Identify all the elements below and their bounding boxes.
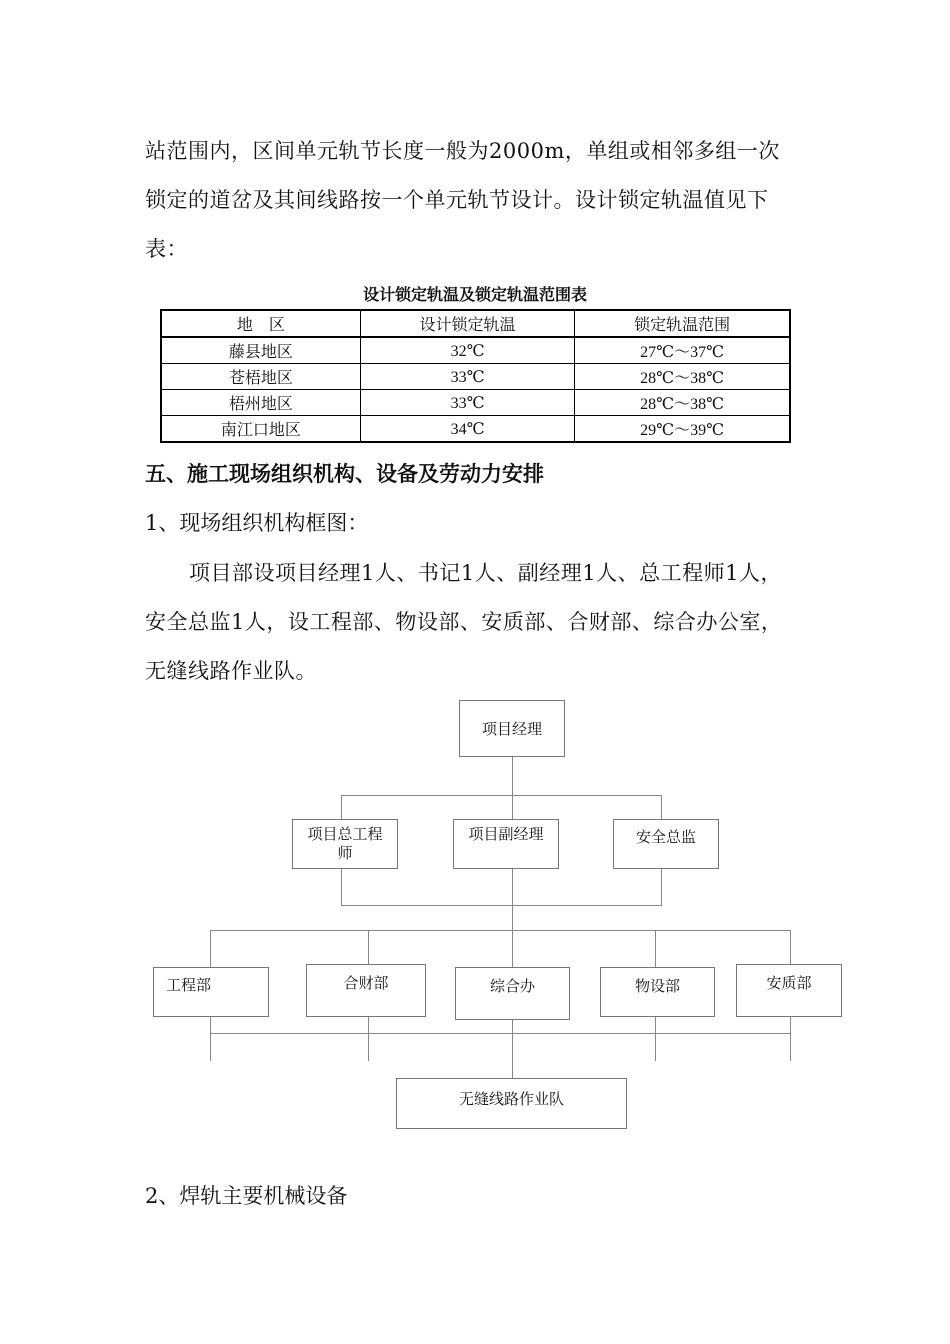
paragraph-line: 表： (145, 237, 188, 261)
column-header: 设计锁定轨温 (360, 310, 574, 337)
org-box-label: 项目总工程师 (307, 825, 383, 862)
org-box-label: 合财部 (343, 974, 389, 992)
connector-line (341, 795, 342, 819)
org-box-label: 综合办 (489, 977, 535, 995)
org-box-label: 安质部 (766, 974, 812, 992)
paragraph-line: 项目部设项目经理1人、书记1人、副经理1人、总工程师1人， (189, 561, 782, 585)
paragraph-line: 锁定的道岔及其间线路按一个单元轨节设计。设计锁定轨温值见下 (145, 188, 769, 212)
paragraph-line: 安全总监1人，设工程部、物设部、安质部、合财部、综合办公室， (145, 610, 783, 634)
connector-line (341, 795, 661, 796)
org-box-label: 工程部 (166, 976, 212, 994)
table-caption: 设计锁定轨温及锁定轨温范围表 (362, 285, 587, 304)
connector-line (512, 930, 513, 967)
connector-line (210, 1017, 211, 1061)
table-cell: 南江口地区 (161, 416, 360, 443)
org-box-materials-dept (600, 967, 715, 1017)
table-cell: 28℃～38℃ (575, 364, 790, 390)
paragraph-line: 无缝线路作业队。 (145, 659, 317, 683)
subsection-heading: 2、焊轨主要机械设备 (145, 1184, 348, 1208)
column-header: 锁定轨温范围 (575, 310, 790, 337)
section-heading: 五、施工现场组织机构、设备及劳动力安排 (145, 462, 544, 486)
connector-line (655, 930, 656, 967)
org-box-safety-director (613, 819, 719, 869)
org-box-project-manager (459, 700, 565, 757)
org-box-deputy-manager (453, 819, 559, 869)
table-row (161, 364, 790, 390)
org-box-label: 项目副经理 (468, 825, 544, 843)
table-cell: 梧州地区 (161, 390, 360, 416)
org-box-finance-dept (306, 964, 426, 1017)
org-box-label: 安全总监 (635, 828, 696, 846)
table-cell: 33℃ (360, 390, 574, 416)
connector-line (210, 1033, 791, 1034)
table-cell: 33℃ (360, 364, 574, 390)
table-cell: 苍梧地区 (161, 364, 360, 390)
connector-line (655, 1017, 656, 1061)
org-box-welding-team (396, 1078, 627, 1129)
connector-line (661, 795, 662, 819)
connector-line (210, 930, 791, 931)
connector-line (512, 869, 513, 931)
org-box-label: 物设部 (634, 977, 680, 995)
connector-line (341, 869, 342, 906)
paragraph-line: 站范围内，区间单元轨节长度一般为2000m，单组或相邻多组一次 (145, 139, 780, 163)
table-row (161, 337, 790, 364)
org-box-chief-engineer (292, 819, 398, 869)
connector-line (341, 905, 661, 906)
subsection-heading: 1、现场组织机构框图： (145, 511, 369, 535)
table-cell: 藤县地区 (161, 337, 360, 364)
connector-line (210, 930, 211, 967)
table-cell: 34℃ (360, 416, 574, 443)
temperature-table (160, 309, 791, 443)
connector-line (512, 795, 513, 819)
org-box-label: 项目经理 (481, 720, 542, 738)
connector-line (661, 869, 662, 906)
connector-line (512, 1020, 513, 1078)
connector-line (512, 757, 513, 795)
org-box-engineering-dept (153, 967, 269, 1017)
table-row (161, 390, 790, 416)
table-header-row (161, 310, 790, 337)
org-box-label: 无缝线路作业队 (458, 1090, 564, 1108)
column-header: 地 区 (161, 310, 360, 337)
connector-line (368, 930, 369, 964)
org-box-quality-safety-dept (736, 964, 842, 1017)
table-cell: 29℃～39℃ (575, 416, 790, 443)
table-cell: 27℃～37℃ (575, 337, 790, 364)
connector-line (790, 1017, 791, 1061)
table-row (161, 416, 790, 443)
table-cell: 32℃ (360, 337, 574, 364)
table-cell: 28℃～38℃ (575, 390, 790, 416)
org-box-general-office (455, 967, 570, 1020)
connector-line (368, 1017, 369, 1061)
connector-line (790, 930, 791, 964)
